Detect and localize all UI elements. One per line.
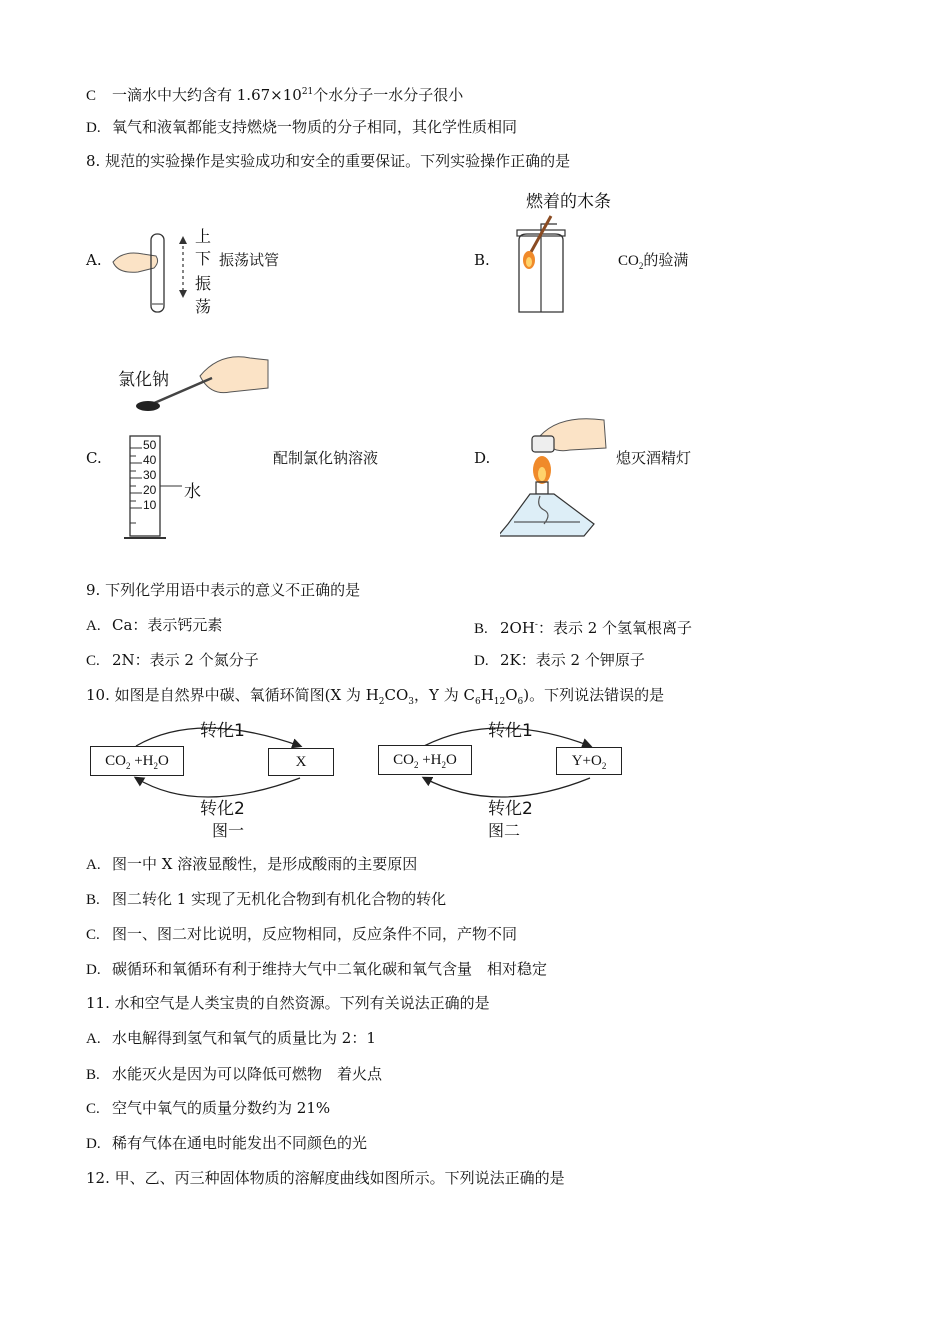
q10-option-d bbox=[86, 959, 547, 980]
q8-d-caption: 熄灭酒精灯 bbox=[616, 449, 692, 467]
subscript: 3 bbox=[408, 697, 415, 707]
subscript: 2 bbox=[125, 761, 131, 771]
option-letter: C. bbox=[86, 653, 100, 669]
q10-option-a bbox=[86, 854, 417, 875]
q12-stem: 12. 甲、乙、丙三种固体物质的溶解度曲线如图所示。下列说法正确的是 bbox=[86, 1169, 565, 1187]
option-letter: B. bbox=[474, 621, 488, 637]
superscript: - bbox=[534, 620, 538, 630]
label-sodium-chloride: 氯化钠 bbox=[118, 370, 169, 390]
formula-text: +H bbox=[130, 753, 154, 769]
q8-stem: 8. 规范的实验操作是实验成功和安全的重要保证。下列实验操作正确的是 bbox=[86, 152, 571, 170]
fig1-name: 图一 bbox=[212, 821, 245, 840]
option-letter: D. bbox=[86, 1136, 101, 1152]
q7-option-c bbox=[86, 82, 463, 106]
q10-option-c bbox=[86, 924, 517, 945]
formula-text: Y+O bbox=[571, 753, 602, 769]
option-text: ：表示 2 个氢氧根离子 bbox=[537, 619, 693, 637]
option-letter: A. bbox=[86, 1031, 101, 1047]
q10-stem bbox=[86, 685, 664, 712]
option-text: 2K：表示 2 个钾原子 bbox=[500, 651, 645, 669]
option-text: 2N：表示 2 个氮分子 bbox=[112, 651, 259, 669]
stem-text: CO bbox=[384, 686, 409, 704]
option-letter: C. bbox=[86, 1101, 100, 1117]
stem-text: )。下列说法错误的是 bbox=[523, 686, 665, 704]
subscript: 2 bbox=[441, 760, 447, 770]
subscript: 6 bbox=[474, 697, 481, 707]
tick-label: 30 bbox=[143, 468, 157, 482]
tick-label: 20 bbox=[143, 483, 157, 497]
stem-text: O bbox=[505, 686, 518, 704]
option-letter: A. bbox=[86, 618, 101, 634]
tick-label: 50 bbox=[143, 438, 157, 452]
tick-label: 10 bbox=[143, 498, 157, 512]
option-letter: D. bbox=[474, 653, 489, 669]
option-text: 氧气和液氧都能支持燃烧一物质的分子相同，其化学性质相同 bbox=[112, 118, 518, 136]
fig1-right-box: X bbox=[268, 748, 334, 776]
stem-text: H bbox=[480, 686, 494, 704]
subscript: 12 bbox=[493, 697, 506, 707]
option-letter: A. bbox=[86, 857, 101, 873]
fig2-bottom-label: 转化2 bbox=[488, 799, 533, 819]
q9-option-d bbox=[474, 650, 645, 671]
label-down: 下 bbox=[195, 249, 212, 268]
fig2-top-label: 转化1 bbox=[488, 721, 533, 741]
formula-text: CO bbox=[393, 752, 414, 768]
option-text: 个水分子一水分子很小 bbox=[313, 86, 464, 104]
option-letter: C bbox=[86, 88, 97, 104]
option-letter: B. bbox=[86, 892, 100, 908]
option-text: 空气中氧气的质量分数约为 21% bbox=[112, 1099, 331, 1117]
option-text: 图一中 X 溶液显酸性，是形成酸雨的主要原因 bbox=[112, 855, 418, 873]
option-letter: D. bbox=[86, 962, 101, 978]
q9-option-b bbox=[474, 615, 692, 639]
stem-text: 10. 如图是自然界中碳、氧循环简图(X 为 H bbox=[86, 686, 379, 704]
subscript: 2 bbox=[601, 761, 607, 771]
caption-text: CO bbox=[618, 253, 639, 269]
label-up: 上 bbox=[195, 227, 212, 246]
formula-text: O bbox=[158, 753, 169, 769]
option-text: 稀有气体在通电时能发出不同颜色的光 bbox=[112, 1134, 368, 1152]
q9-stem: 9. 下列化学用语中表示的意义不正确的是 bbox=[86, 581, 361, 599]
q8-option-d-letter: D. bbox=[474, 449, 491, 467]
q8-option-a-letter: A. bbox=[86, 251, 102, 269]
caption-text: 的验满 bbox=[643, 253, 689, 269]
tick-label: 40 bbox=[143, 453, 157, 467]
subscript: 2 bbox=[153, 761, 159, 771]
q11-option-a bbox=[86, 1028, 376, 1049]
cylinder-tick-labels bbox=[143, 438, 156, 513]
q9-option-a bbox=[86, 615, 222, 636]
formula-text: +H bbox=[418, 752, 442, 768]
formula-text: O bbox=[446, 752, 457, 768]
option-letter: D. bbox=[86, 120, 101, 136]
q9-option-c bbox=[86, 650, 259, 671]
option-letter: B. bbox=[86, 1067, 100, 1083]
option-text: 图一、图二对比说明，反应物相同，反应条件不同，产物不同 bbox=[112, 925, 518, 943]
option-text: 水电解得到氢气和氧气的质量比为 2：1 bbox=[112, 1029, 376, 1047]
subscript: 6 bbox=[517, 697, 524, 707]
q10-option-b bbox=[86, 889, 446, 910]
fig1-bottom-label: 转化2 bbox=[200, 799, 245, 819]
q8-b-caption bbox=[618, 249, 688, 271]
option-text: 水能灭火是因为可以降低可燃物 着火点 bbox=[112, 1065, 383, 1083]
fig2-right-box bbox=[556, 747, 622, 775]
stem-text: ，Y 为 C bbox=[414, 686, 475, 704]
formula-text: CO bbox=[105, 753, 126, 769]
fig2-name: 图二 bbox=[488, 821, 521, 840]
option-letter: C. bbox=[86, 927, 100, 943]
label-burning-stick: 燃着的木条 bbox=[526, 192, 611, 212]
label-zhen: 振 bbox=[195, 274, 212, 293]
label-water: 水 bbox=[184, 482, 201, 502]
label-dang: 荡 bbox=[195, 297, 212, 316]
q11-option-d bbox=[86, 1133, 367, 1154]
q7-option-d bbox=[86, 117, 517, 138]
superscript: 21 bbox=[301, 87, 314, 97]
q8-option-c-letter: C. bbox=[86, 449, 102, 467]
option-text: 图二转化 1 实现了无机化合物到有机化合物的转化 bbox=[112, 890, 447, 908]
q11-option-b bbox=[86, 1064, 382, 1085]
q8-a-caption: 振荡试管 bbox=[219, 251, 280, 269]
subscript: 2 bbox=[638, 261, 644, 271]
option-text: 一滴水中大约含有 1.67×10 bbox=[112, 86, 302, 104]
q8-c-caption: 配制氯化钠溶液 bbox=[273, 449, 379, 467]
extinguish-alcohol-lamp-figure bbox=[500, 414, 612, 540]
fig2-left-box bbox=[378, 745, 472, 775]
fig1-left-box bbox=[90, 746, 184, 776]
option-text: 碳循环和氧循环有利于维持大气中二氧化碳和氧气含量 相对稳定 bbox=[112, 960, 548, 978]
option-text: 2OH bbox=[500, 619, 535, 637]
q11-stem: 11. 水和空气是人类宝贵的自然资源。下列有关说法正确的是 bbox=[86, 994, 490, 1012]
subscript: 2 bbox=[413, 760, 419, 770]
q8-option-b-letter: B. bbox=[474, 251, 490, 269]
fig1-top-label: 转化1 bbox=[200, 721, 245, 741]
co2-full-check-figure bbox=[505, 212, 575, 320]
option-text: Ca：表示钙元素 bbox=[112, 616, 223, 634]
subscript: 2 bbox=[378, 697, 385, 707]
q11-option-c bbox=[86, 1098, 330, 1119]
